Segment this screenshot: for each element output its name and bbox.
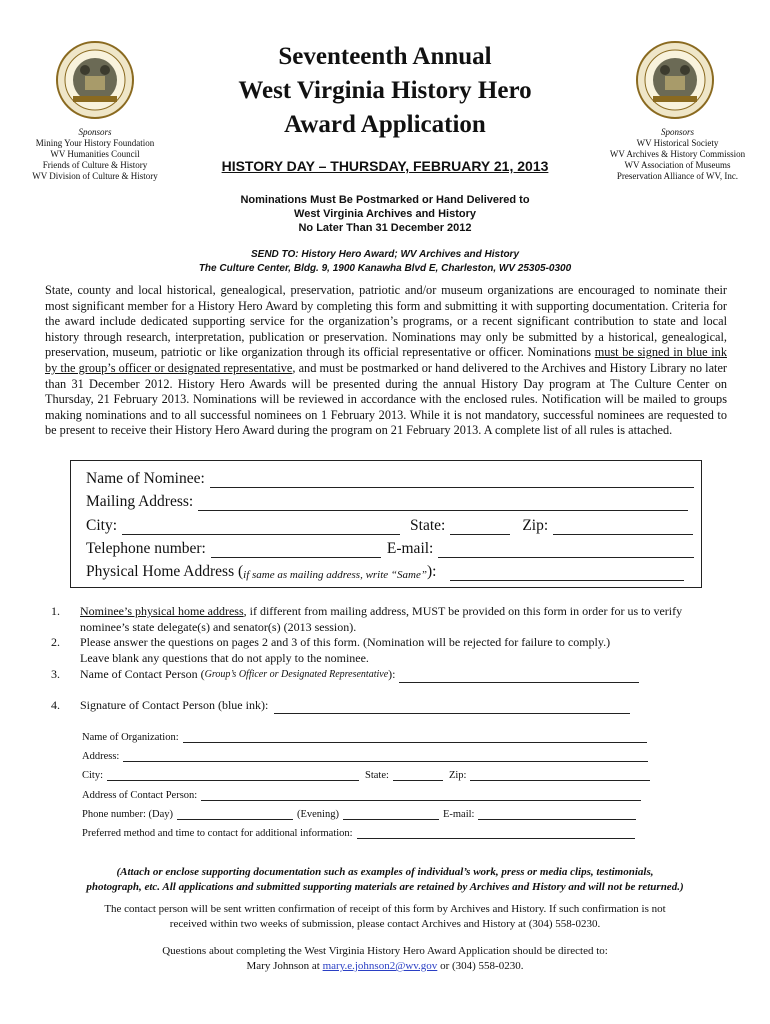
attachment-note-line-1: (Attach or enclose supporting documentation such as examples of individual’s work, press or media clips, testimonials, (116, 866, 654, 878)
attachment-note (70, 865, 700, 895)
sponsors-left-heading: Sponsors (78, 127, 112, 137)
preferred-contact-row (82, 827, 635, 839)
nominee-name-label: Name of Nominee: (86, 470, 205, 487)
title-line-3: Award Application (284, 111, 486, 138)
mailing-address-row (86, 493, 688, 511)
phone-evening-label: (Evening) (296, 809, 339, 820)
instruction-number: 2. (51, 635, 60, 649)
contact-email-link[interactable]: mary.e.johnson2@wv.gov (322, 960, 438, 972)
confirmation-note (80, 902, 690, 932)
deadline-line-2: West Virginia Archives and History (294, 208, 476, 220)
instruction-1-text-2: nominee’s state delegate(s) and senator(s) (2013 session). (80, 619, 357, 634)
intro-text-2: , and must be postmarked or hand delivered to the Archives and History Library no later than 31 December 2012. History Hero Awards will be presented during the annual History Day program at The Culture Center on Thursday, 21 February 2013. Nominations will be reviewed in accordance with the enclosed rules. Notification will be mailed to groups making nominations and to all successful nominees on 1 February 2013. While it is not mandatory, successful nominees are requested to be present to receive their History Hero Award during the program on 21 February 2013. A complete list of all rules is attached. (45, 360, 727, 438)
sponsors-right (600, 127, 755, 182)
telephone-field[interactable] (211, 542, 381, 558)
org-name-label: Name of Organization: (82, 732, 179, 743)
org-state-label: State: (365, 770, 389, 781)
physical-address-label: Physical Home Address ( (86, 563, 244, 580)
history-day-heading: HISTORY DAY – THURSDAY, FEBRUARY 21, 2013 (221, 158, 549, 174)
questions-line-1: Questions about completing the West Virginia History Hero Award Application should be directed to: (162, 945, 608, 957)
intro-paragraph (45, 283, 727, 439)
org-address-label: Address: (82, 751, 120, 762)
phone-day-label: Phone number: (Day) (82, 809, 173, 820)
questions-contact (80, 944, 690, 974)
sponsor-item: Preservation Alliance of WV, Inc. (616, 171, 739, 181)
org-name-field[interactable] (183, 731, 647, 743)
contact-phone-row (82, 808, 636, 820)
sponsor-item: WV Division of Culture & History (32, 171, 158, 181)
nominee-name-row (86, 470, 694, 488)
mailing-address-label: Mailing Address: (86, 493, 194, 510)
instruction-3-note: Group’s Officer or Designated Representative (204, 669, 389, 680)
instruction-2-text-2: Leave blank any questions that do not apply to the nominee. (80, 650, 369, 665)
send-to-address (160, 248, 610, 276)
state-field[interactable] (450, 519, 510, 535)
physical-address-note: if same as mailing address, write “Same” (243, 569, 427, 581)
send-to-line-2: The Culture Center, Bldg. 9, 1900 Kanawha Blvd E, Charleston, WV 25305-0300 (198, 263, 572, 274)
instruction-1-underlined: Nominee’s physical home address (80, 604, 244, 618)
title-line-1: Seventeenth Annual (278, 43, 492, 70)
confirmation-line-2: received within two weeks of submission, please contact Archives and History at (304) 558-0230. (169, 918, 601, 930)
sponsors-left (20, 127, 170, 182)
phone-day-field[interactable] (177, 808, 293, 820)
deadline-line-1: Nominations Must Be Postmarked or Hand Delivered to (240, 194, 530, 206)
preferred-contact-label: Preferred method and time to contact for additional information: (82, 828, 353, 839)
confirmation-line-1: The contact person will be sent written confirmation of receipt of this form by Archives and History. If such confirmation is not (104, 903, 666, 915)
wv-state-seal-right (635, 40, 715, 120)
sponsor-item: WV Association of Museums (624, 160, 731, 170)
attachment-note-line-2: photograph, etc. All applications and submitted supporting materials are retained by Archives and History and will not be returned.) (86, 881, 684, 893)
contact-address-row (82, 789, 641, 801)
contact-person-name-field[interactable] (399, 670, 639, 683)
sponsor-item: WV Historical Society (636, 138, 719, 148)
phone-evening-field[interactable] (343, 808, 439, 820)
instruction-3-close: ): (388, 667, 396, 681)
contact-email-label: E-mail: (442, 809, 475, 820)
contact-address-label: Address of Contact Person: (82, 790, 198, 801)
instruction-number: 1. (51, 604, 60, 618)
phone-email-row (86, 540, 694, 558)
sponsors-right-heading: Sponsors (660, 127, 694, 137)
preferred-contact-field[interactable] (357, 827, 635, 839)
instruction-2-text: Please answer the questions on pages 2 and 3 of this form. (Nomination will be rejected for failure to comply.) (80, 635, 611, 649)
instruction-1-text: , if different from mailing address, MUST be provided on this form in order for us to verify (243, 604, 683, 618)
instruction-4-text: Signature of Contact Person (blue ink): (80, 698, 269, 712)
physical-address-field[interactable] (450, 565, 684, 581)
email-field[interactable] (438, 542, 694, 558)
nominee-name-field[interactable] (210, 472, 694, 488)
org-city-label: City: (82, 770, 104, 781)
deadline-line-3: No Later Than 31 December 2012 (298, 222, 472, 234)
intro-text-1: State, county and local historical, genealogical, preservation, patriotic and/or museum organizations are encouraged to nominate their most significant member for a History Hero Award by completing this form and submitting it with supporting documentation. Criteria for the award include dedicated supporting service for the organization’s programs, or a recent significant contribution to state and local history through research, interpretation, publication or preservation. Nominations may only be submitted by a historical, genealogical, preservation, museum, patriotic or like organization through its official representative or officer. Nominations (45, 283, 727, 360)
org-address-field[interactable] (123, 750, 648, 762)
telephone-label: Telephone number: (86, 540, 206, 557)
org-address-row (82, 750, 648, 762)
instruction-number: 3. (51, 667, 60, 681)
org-zip-field[interactable] (470, 769, 650, 781)
sponsor-item: Friends of Culture & History (42, 160, 148, 170)
instruction-number: 4. (51, 698, 60, 712)
intro-underlined: must be signed in blue ink by the group’s officer or designated representative (45, 345, 727, 375)
sponsor-item: Mining Your History Foundation (35, 138, 155, 148)
sponsor-item: WV Humanities Council (50, 149, 140, 159)
org-zip-label: Zip: (448, 770, 467, 781)
org-city-field[interactable] (107, 769, 359, 781)
wv-state-seal-left (55, 40, 135, 120)
questions-prefix: Mary Johnson at (246, 960, 323, 972)
email-label: E-mail: (386, 540, 434, 557)
questions-line-2 (80, 959, 690, 974)
contact-signature-field[interactable] (274, 701, 630, 714)
physical-address-close: ): (427, 563, 437, 580)
mailing-address-field[interactable] (198, 495, 688, 511)
org-state-field[interactable] (393, 769, 443, 781)
city-field[interactable] (122, 519, 400, 535)
state-label: State: (410, 517, 446, 534)
org-name-row (82, 731, 647, 743)
send-to-line-1: SEND TO: History Hero Award; WV Archives and History (250, 249, 520, 260)
zip-label: Zip: (522, 517, 549, 534)
physical-address-row (86, 563, 684, 581)
org-city-row (82, 769, 650, 781)
page-title (200, 40, 570, 142)
sponsor-item: WV Archives & History Commission (609, 149, 746, 159)
deadline-notice (180, 193, 590, 235)
zip-field[interactable] (553, 519, 693, 535)
contact-email-field[interactable] (478, 808, 636, 820)
city-label: City: (86, 517, 118, 534)
city-state-zip-row (86, 517, 693, 535)
questions-suffix: or (304) 558-0230. (437, 960, 524, 972)
contact-address-field[interactable] (201, 789, 641, 801)
instruction-3-text: Name of Contact Person ( (80, 667, 205, 681)
title-line-2: West Virginia History Hero (238, 77, 532, 104)
